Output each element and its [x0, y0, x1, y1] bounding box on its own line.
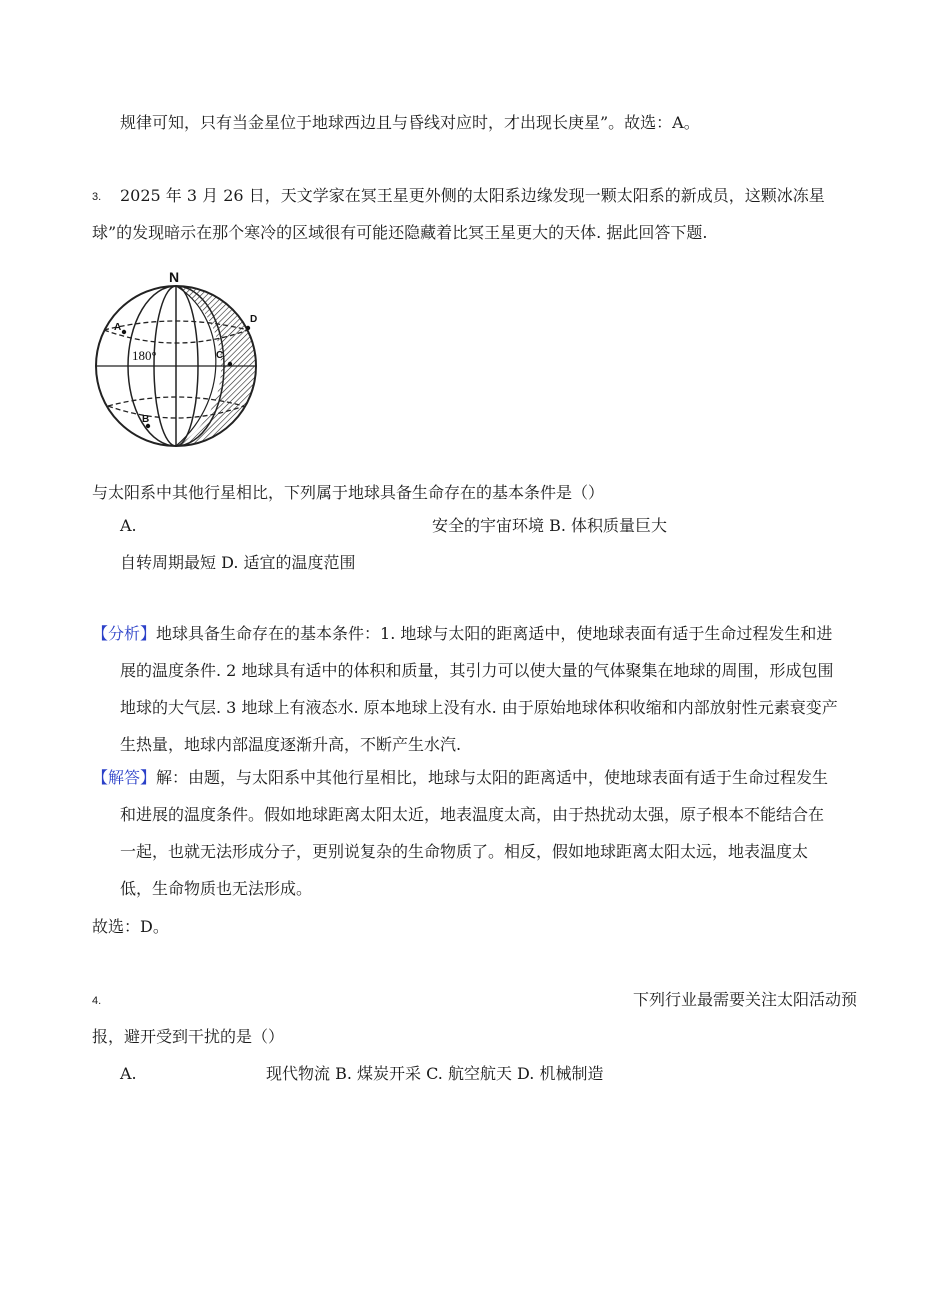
analysis-line-4: 生热量，地球内部温度逐渐升高，不断产生水汽. — [120, 735, 462, 754]
globe-diagram — [92, 268, 264, 450]
meridian-180-label: 180° — [132, 348, 157, 363]
question-3-stem-line-2: 球”的发现暗示在那个寒冷的区域很有可能还隐藏着比冥王星更大的天体. 据此回答下题. — [92, 223, 708, 242]
point-c-marker — [228, 362, 232, 366]
answer-text-1: 解：由题，与太阳系中其他行星相比，地球与太阳的距离适中，使地球表面有适于生命过程发生 — [156, 768, 829, 787]
point-d-marker — [246, 326, 250, 330]
question-4-stem-line-1: 下列行业最需要关注太阳活动预 — [633, 990, 858, 1009]
point-b-label: B — [142, 414, 150, 425]
question-4-stem-line-2: 报，避开受到干扰的是（） — [92, 1027, 285, 1046]
question-4-option-a-prefix: A. — [120, 1064, 137, 1083]
analysis-tag: 【分析】 — [92, 624, 157, 643]
question-3-option-a-prefix: A. — [120, 516, 137, 535]
question-3-stem-line-1: 2025 年 3 月 26 日，天文学家在冥王星更外侧的太阳系边缘发现一颗太阳系的新成员，这颗冰冻星 — [120, 186, 825, 205]
answer-line-2: 和进展的温度条件。假如地球距离太阳太近，地表温度太高，由于热扰动太强，原子根本不能结合在 — [120, 805, 825, 824]
question-3-options-line-2: 自转周期最短 D. 适宜的温度范围 — [120, 553, 356, 572]
question-3-number: 3. — [92, 191, 102, 203]
prev-answer-tail: 规律可知，只有当金星位于地球西边且与昏线对应时，才出现长庚星”。故选：A。 — [120, 113, 700, 132]
question-3-options-line-1: 安全的宇宙环境 B. 体积质量巨大 — [432, 516, 668, 535]
analysis-line-2: 展的温度条件. 2 地球具有适中的体积和质量，其引力可以使大量的气体聚集在地球的周围，形成包围 — [120, 661, 834, 680]
answer-line-1 — [92, 767, 828, 789]
analysis-line-1 — [92, 623, 832, 645]
point-a-label: A — [114, 322, 122, 333]
answer-line-4: 低，生命物质也无法形成。 — [120, 879, 313, 898]
answer-line-3: 一起，也就无法形成分子，更别说复杂的生命物质了。相反，假如地球距离太阳太远，地表温度太 — [120, 842, 809, 861]
point-a-marker — [122, 330, 126, 334]
point-d-label: D — [250, 314, 258, 325]
north-label: N — [169, 269, 180, 285]
analysis-line-3: 地球的大气层. 3 地球上有液态水. 原本地球上没有水. 由于原始地球体积收缩和内部放射性元素衰变产 — [120, 698, 838, 717]
answer-tag: 【解答】 — [92, 768, 157, 787]
question-3-choice: 故选：D。 — [92, 917, 169, 936]
question-4-options: 现代物流 B. 煤炭开采 C. 航空航天 D. 机械制造 — [266, 1064, 604, 1083]
point-c-label: C — [216, 350, 224, 361]
question-4-number: 4. — [92, 995, 102, 1007]
analysis-text-1: 地球具备生命存在的基本条件：1. 地球与太阳的距离适中，使地球表面有适于生命过程发生和进 — [156, 624, 833, 643]
question-3-prompt: 与太阳系中其他行星相比，下列属于地球具备生命存在的基本条件是（） — [92, 483, 605, 502]
